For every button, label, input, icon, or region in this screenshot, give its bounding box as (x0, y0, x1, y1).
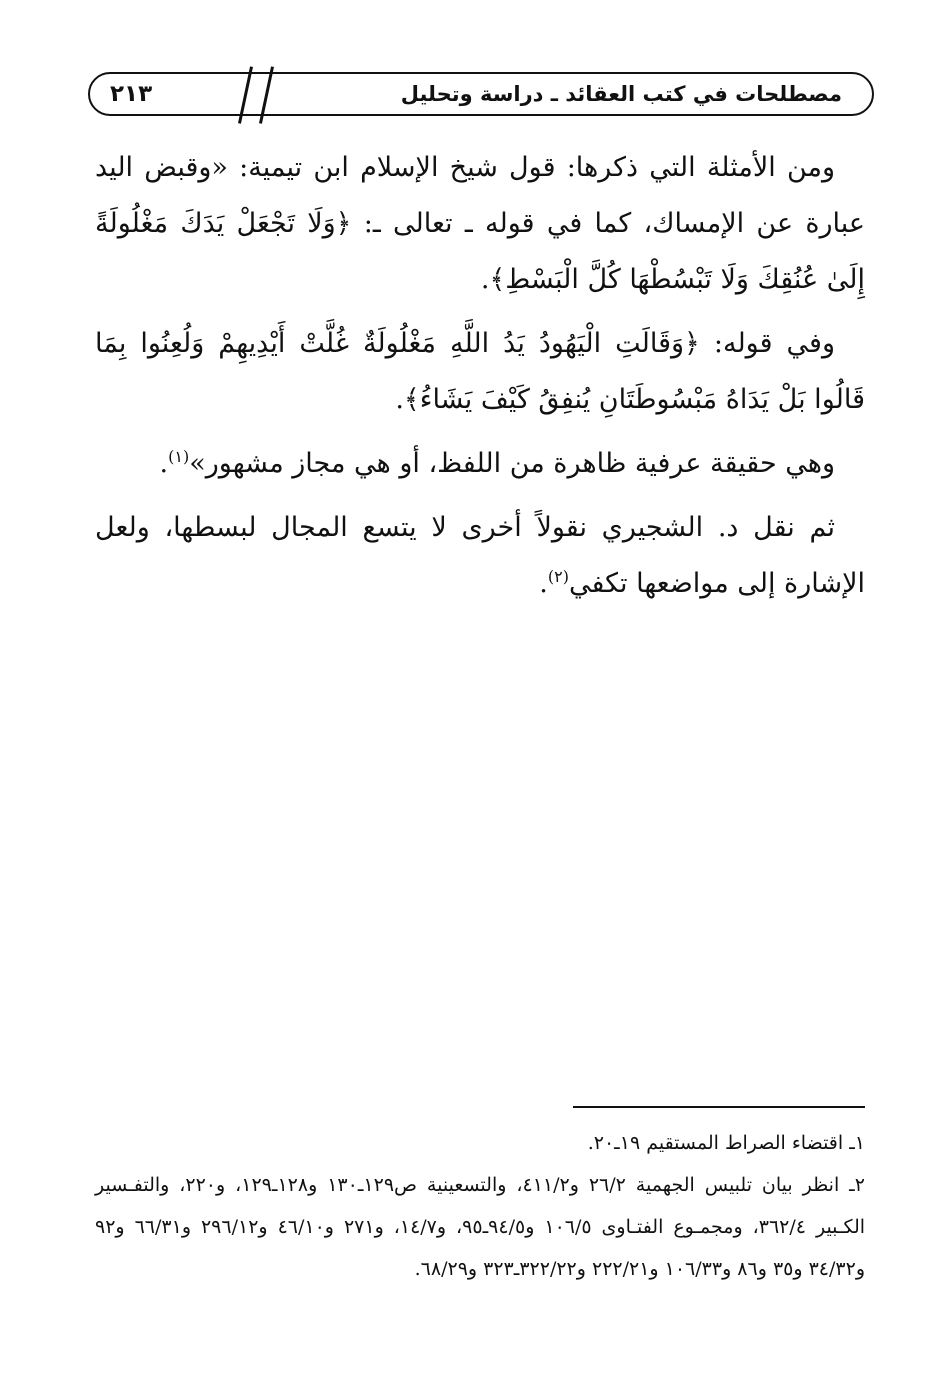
running-header (88, 72, 874, 116)
paragraph-4 (95, 500, 865, 612)
paragraph-4-text: ثم نقل د. الشجيري نقولاً أخرى لا يتسع المجال لبسطها، ولعل الإشارة إلى مواضعها تكفي (95, 512, 865, 599)
page-number: ٢١٣ (110, 81, 153, 107)
footnotes (95, 1122, 865, 1290)
paragraph-3-text: وهي حقيقة عرفية ظاهرة من اللفظ، أو هي مجاز مشهور» (189, 448, 835, 479)
paragraph-2: وفي قوله: ﴿وَقَالَتِ الْيَهُودُ يَدُ اللَّهِ مَغْلُولَةٌ غُلَّتْ أَيْدِيهِمْ وَلُعِنُوا بِمَا قَالُوا بَلْ يَدَاهُ مَبْسُوطَتَانِ يُنفِقُ كَيْفَ يَشَاءُ﴾. (95, 328, 865, 415)
main-text (95, 140, 865, 620)
paragraph-3 (95, 436, 865, 492)
footnote-ref-1: (١) (168, 447, 190, 466)
page-number-divider (259, 66, 274, 123)
footnote-1: ١ـ اقتضاء الصراط المستقيم ١٩ـ٢٠. (587, 1132, 865, 1154)
footnote-ref-2: (٢) (547, 567, 569, 586)
footnote-separator (573, 1106, 865, 1108)
header-title: مصطلحات في كتب العقائد ـ دراسة وتحليل (400, 82, 842, 106)
paragraph-3-end: . (159, 448, 169, 479)
paragraph-1: ومن الأمثلة التي ذكرها: قول شيخ الإسلام ابن تيمية: «وقبض اليد عبارة عن الإمساك، كما في قوله ـ تعالى ـ: ﴿وَلَا تَجْعَلْ يَدَكَ مَغْلُولَةً إِلَىٰ عُنُقِكَ وَلَا تَبْسُطْهَا كُلَّ الْبَسْطِ﴾. (95, 152, 865, 295)
footnote-2: ٢ـ انظر بيان تلبيس الجهمية ٢٦/٢ و٤١١/٢، والتسعينية ص١٢٩ـ١٣٠ و١٢٨ـ١٢٩، و٢٢٠، والتفـسير الكـبير ٣٦٢/٤، ومجمـوع الفتـاوى ١٠٦/٥ و٩٤/٥ـ٩٥، و١٤/٧، و٢٧١ و٤٦/١٠ و٢٩٦/١٢ و٦٦/٣١ و٩٢ و٣٤/٣٢ و٣٥ و٨٦ و١٠٦/٣٣ و٢٢٢/٢١ و٣٢٢/٢٢ـ٣٢٣ و٦٨/٢٩. (95, 1174, 866, 1280)
paragraph-4-end: . (539, 568, 548, 599)
page-number-divider (238, 66, 253, 123)
